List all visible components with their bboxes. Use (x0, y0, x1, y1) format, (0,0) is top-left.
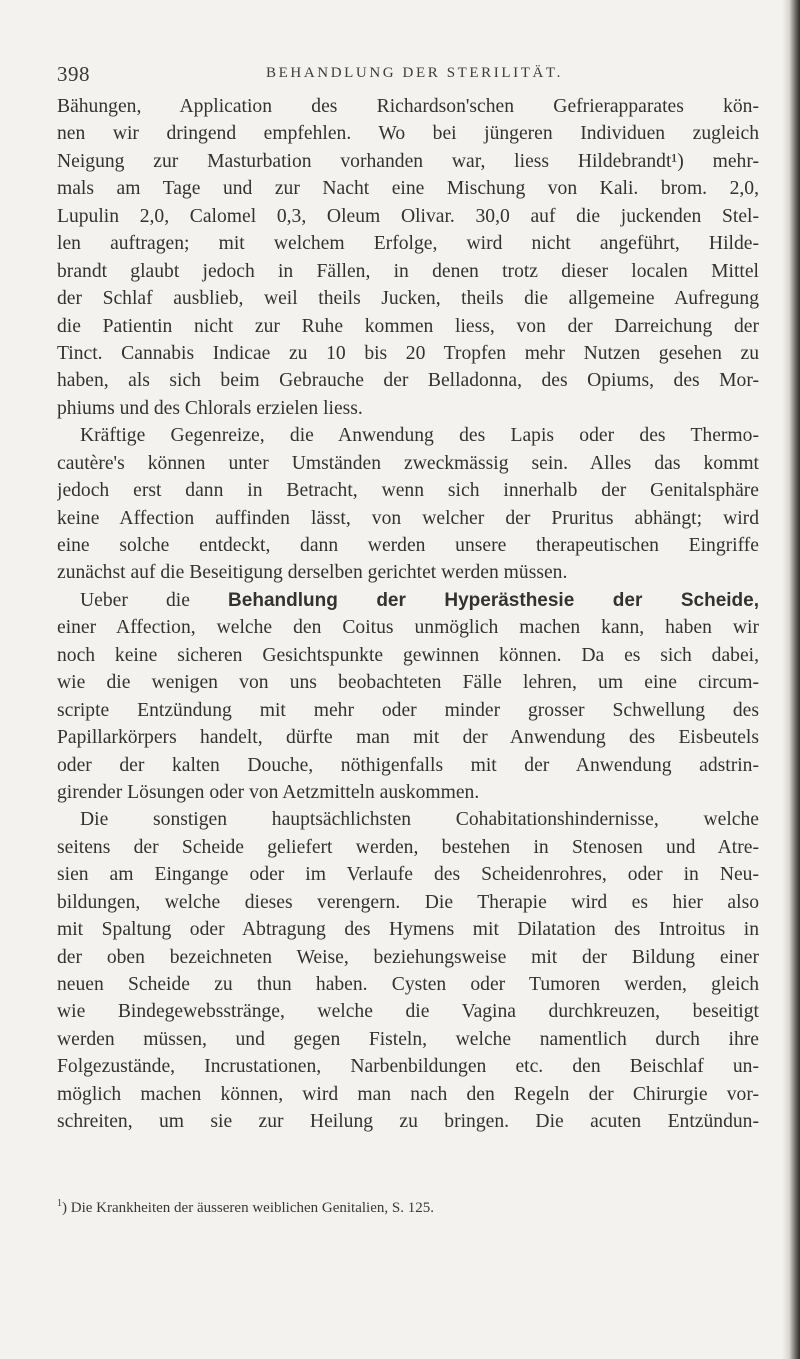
text-line: keine Affection auffinden lässt, von welcher der Pruritus abhängt; wird (57, 507, 759, 529)
body-text (57, 93, 759, 1136)
text-line: Bähungen, Application des Richardson'schen Gefrierapparates kön- (57, 96, 759, 117)
text-line: neuen Scheide zu thun haben. Cysten oder Tumoren werden, gleich (57, 974, 759, 995)
bold-heading-run: Behandlung der Hyperästhesie der Scheide, (228, 589, 759, 611)
text-line: cautère's können unter Umständen zweckmässig sein. Alles das kommt (57, 452, 759, 474)
text-line: scripte Entzündung mit mehr oder minder grosser Schwellung des (57, 699, 759, 721)
text-line: sien am Eingange oder im Verlaufe des Scheidenrohres, oder in Neu- (57, 864, 759, 886)
text-line: girender Lösungen oder von Aetzmitteln auskommen. (57, 781, 480, 803)
footnote-marker: 1 (57, 1198, 62, 1209)
text-line: Folgezustände, Incrustationen, Narbenbildungen etc. den Beischlaf un- (57, 1056, 759, 1078)
running-head: BEHANDLUNG DER STERILITÄT. (266, 65, 563, 81)
footnote (57, 1198, 757, 1217)
text-line: oder der kalten Douche, nöthigenfalls mit der Anwendung adstrin- (57, 754, 759, 776)
text-line: Tinct. Cannabis Indicae zu 10 bis 20 Tropfen mehr Nutzen gesehen zu (57, 342, 759, 364)
text-line: die Patientin nicht zur Ruhe kommen liess, von der Darreichung der (57, 315, 759, 337)
text-line: Lupulin 2,0, Calomel 0,3, Oleum Olivar. 30,0 auf die juckenden Stel- (57, 205, 759, 227)
page-number: 398 (57, 62, 90, 86)
text-line-with-bold-heading: Ueber die Behandlung der Hyperästhesie der Scheide, (80, 589, 759, 611)
text-line: seitens der Scheide geliefert werden, bestehen in Stenosen und Atre- (57, 836, 759, 858)
page-header (57, 62, 757, 92)
text-line: zunächst auf die Beseitigung derselben gerichtet werden müssen. (57, 562, 568, 584)
text-line: der oben bezeichneten Weise, beziehungsweise mit der Bildung einer (57, 946, 759, 968)
page-edge-shadow (782, 0, 800, 1359)
text-line: wie Bindegewebsstränge, welche die Vagina durchkreuzen, beseitigt (57, 1001, 759, 1023)
text-line: Neigung zur Masturbation vorhanden war, liess Hildebrandt¹) mehr- (57, 150, 759, 172)
text-line: haben, als sich beim Gebrauche der Belladonna, des Opiums, des Mor- (57, 370, 759, 392)
text-line: nen wir dringend empfehlen. Wo bei jüngeren Individuen zugleich (57, 123, 759, 145)
text-line: mit Spaltung oder Abtragung des Hymens mit Dilatation des Introitus in (57, 919, 759, 941)
text-line: phiums und des Chlorals erzielen liess. (57, 397, 363, 419)
text-line: wie die wenigen von uns beobachteten Fälle lehren, um eine circum- (57, 672, 759, 694)
footnote-text: ) Die Krankheiten der äusseren weiblichen Genitalien, S. 125. (62, 1200, 434, 1216)
text-line: einer Affection, welche den Coitus unmöglich machen kann, haben wir (57, 617, 759, 639)
text-line: Kräftige Gegenreize, die Anwendung des Lapis oder des Thermo- (80, 425, 759, 447)
text-line: Die sonstigen hauptsächlichsten Cohabitationshindernisse, welche (80, 809, 759, 831)
text-line: noch keine sicheren Gesichtspunkte gewinnen können. Da es sich dabei, (57, 644, 759, 666)
text-line: der Schlaf ausblieb, weil theils Jucken, theils die allgemeine Aufregung (57, 288, 759, 310)
text-line: bildungen, welche dieses verengern. Die Therapie wird es hier also (57, 891, 759, 913)
text-line: len auftragen; mit welchem Erfolge, wird nicht angeführt, Hilde- (57, 233, 759, 255)
text-line: brandt glaubt jedoch in Fällen, in denen trotz dieser localen Mittel (57, 260, 759, 282)
text-line: schreiten, um sie zur Heilung zu bringen. Die acuten Entzündun- (57, 1111, 759, 1133)
text-line: Papillarkörpers handelt, dürfte man mit der Anwendung des Eisbeutels (57, 727, 759, 749)
text-line: mals am Tage und zur Nacht eine Mischung von Kali. brom. 2,0, (57, 178, 759, 200)
text-line: möglich machen können, wird man nach den Regeln der Chirurgie vor- (57, 1083, 759, 1105)
text-line: eine solche entdeckt, dann werden unsere therapeutischen Eingriffe (57, 535, 759, 556)
text-line: werden müssen, und gegen Fisteln, welche namentlich durch ihre (57, 1028, 759, 1050)
text-line: jedoch erst dann in Betracht, wenn sich innerhalb der Genitalsphäre (57, 480, 759, 502)
